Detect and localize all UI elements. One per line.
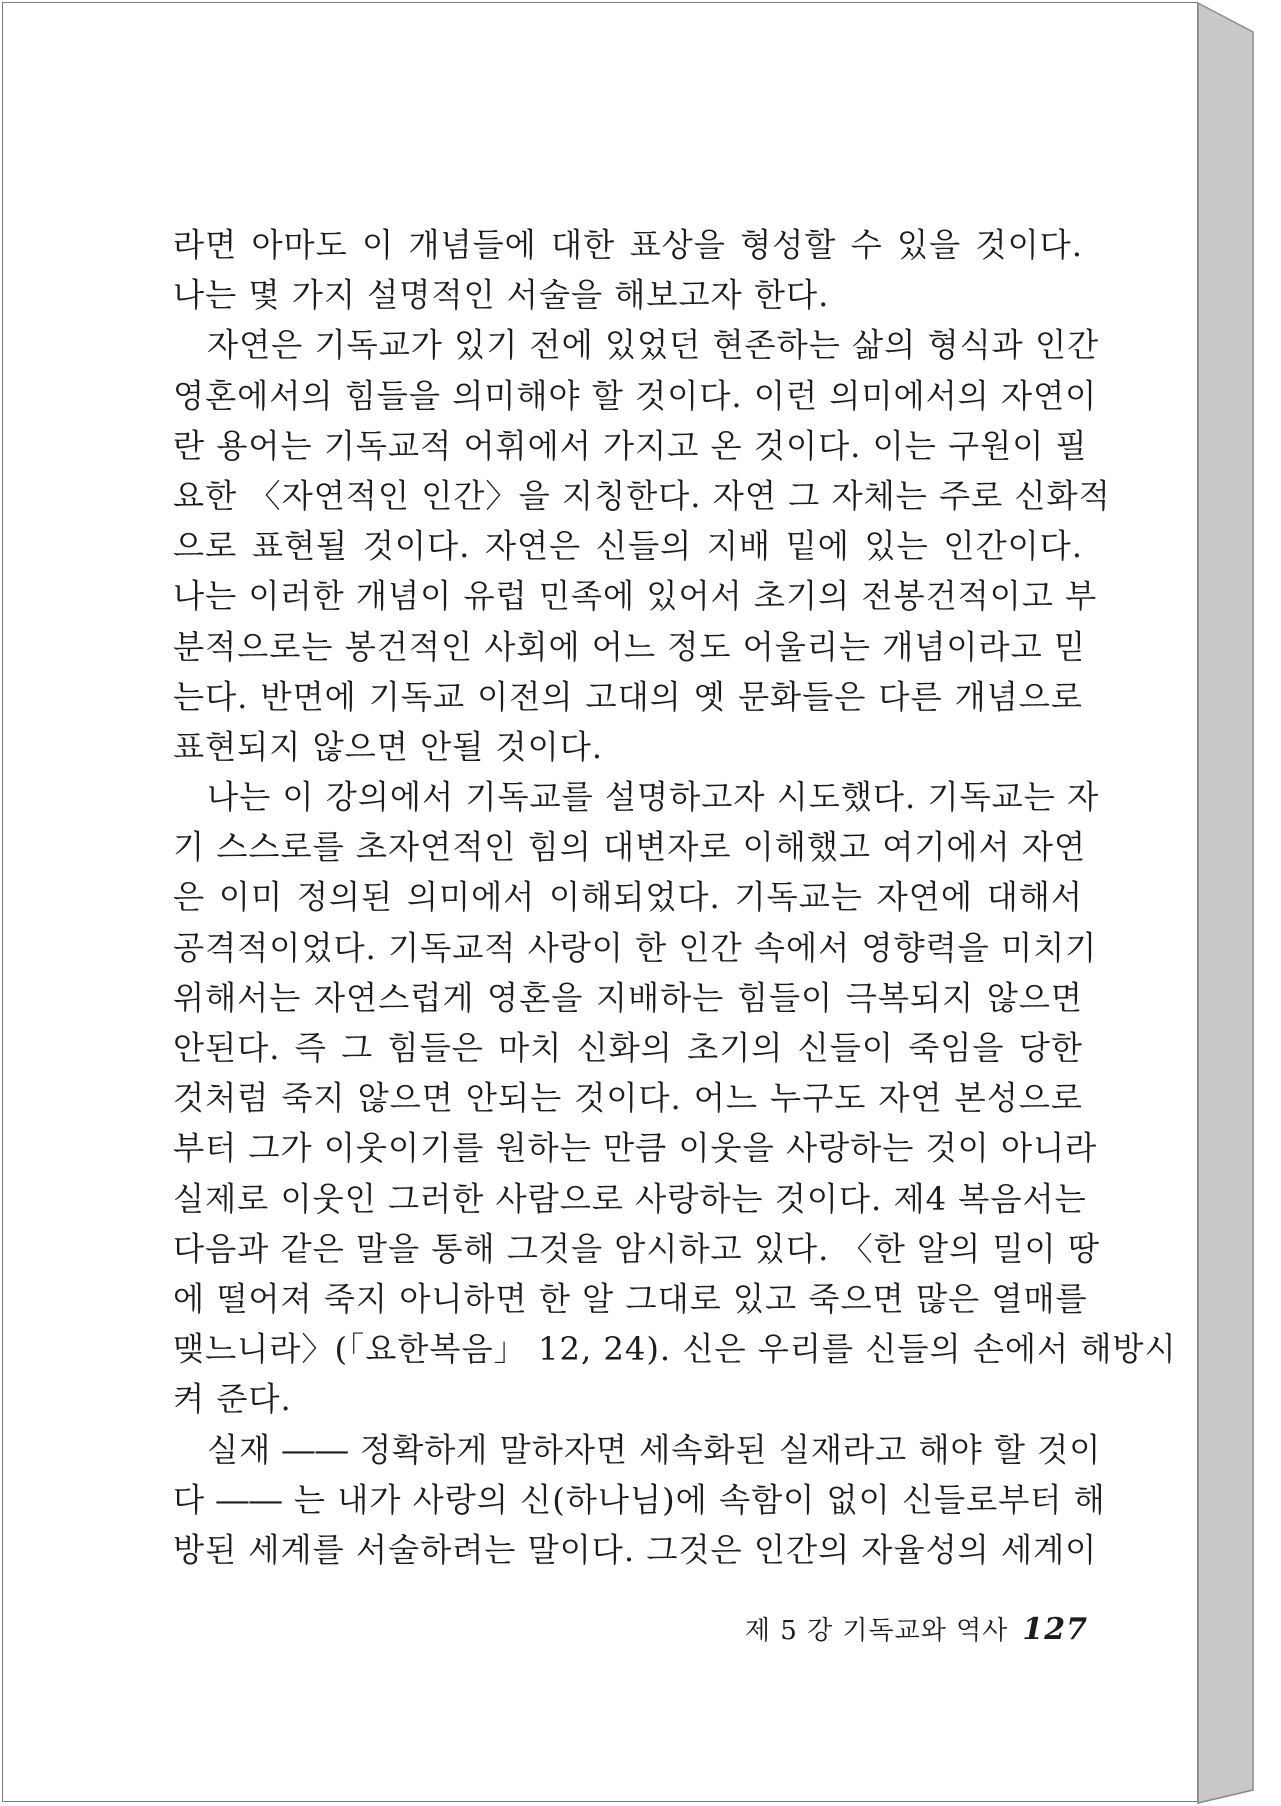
text-line: 위해서는 자연스럽게 영혼을 지배하는 힘들이 극복되지 않으면 (173, 978, 1083, 1017)
text-line: 다 ―― 는 내가 사랑의 신(하나님)에 속함이 없이 신들로부터 해 (173, 1480, 1106, 1519)
text-line: 나는 몇 가지 설명적인 서술을 해보고자 한다. (173, 276, 830, 315)
text-line: 는다. 반면에 기독교 이전의 고대의 옛 문화들은 다른 개념으로 (173, 677, 1083, 716)
text-line: 영혼에서의 힘들을 의미해야 할 것이다. 이런 의미에서의 자연이 (173, 376, 1098, 415)
body-text (173, 220, 1177, 1575)
running-head: 제 5 강 기독교와 역사 (744, 1616, 1009, 1646)
text-line: 맺느니라〉(「요한복음」 12, 24). 신은 우리를 신들의 손에서 해방시 (173, 1330, 1177, 1369)
text-line: 나는 이 강의에서 기독교를 설명하고자 시도했다. 기독교는 자 (207, 778, 1100, 817)
text-line: 분적으로는 봉건적인 사회에 어느 정도 어울리는 개념이라고 믿 (173, 627, 1087, 666)
text-line: 요한 〈자연적인 인간〉을 지칭한다. 자연 그 자체는 주로 신화적 (173, 476, 1111, 515)
text-line: 에 떨어져 죽지 아니하면 한 알 그대로 있고 죽으면 많은 열매를 (173, 1279, 1088, 1318)
text-line: 으로 표현될 것이다. 자연은 신들의 지배 밑에 있는 인간이다. (173, 527, 1083, 566)
text-line: 란 용어는 기독교적 어휘에서 가지고 온 것이다. 이는 구원이 필 (173, 426, 1088, 465)
text-line: 실재 ―― 정확하게 말하자면 세속화된 실재라고 해야 할 것이 (207, 1430, 1102, 1469)
text-line: 자연은 기독교가 있기 전에 있었던 현존하는 삶의 형식과 인간 (207, 326, 1100, 365)
text-line: 공격적이었다. 기독교적 사랑이 한 인간 속에서 영향력을 미치기 (173, 928, 1098, 967)
text-line: 다음과 같은 말을 통해 그것을 암시하고 있다. 〈한 알의 밀이 땅 (173, 1229, 1100, 1268)
text-line: 나는 이러한 개념이 유럽 민족에 있어서 초기의 전봉건적이고 부 (173, 577, 1098, 616)
page-number: 127 (1022, 1612, 1088, 1647)
text-line: 안된다. 즉 그 힘들은 마치 신화의 초기의 신들이 죽임을 당한 (173, 1029, 1083, 1067)
text-line: 은 이미 정의된 의미에서 이해되었다. 기독교는 자연에 대해서 (173, 878, 1083, 917)
text-line: 실제로 이웃인 그러한 사람으로 사랑하는 것이다. 제4 복음서는 (173, 1179, 1087, 1218)
page-footer (708, 1610, 1088, 1647)
text-line: 켜 준다. (173, 1380, 292, 1419)
text-line: 표현되지 않으면 안될 것이다. (173, 727, 604, 766)
text-line: 부터 그가 이웃이기를 원하는 만큼 이웃을 사랑하는 것이 아니라 (173, 1129, 1098, 1168)
text-line: 기 스스로를 초자연적인 힘의 대변자로 이해했고 여기에서 자연 (173, 828, 1087, 867)
text-line: 방된 세계를 서술하려는 말이다. 그것은 인간의 자율성의 세계이 (173, 1530, 1098, 1569)
text-line: 것처럼 죽지 않으면 안되는 것이다. 어느 누구도 자연 본성으로 (173, 1079, 1083, 1118)
text-line: 라면 아마도 이 개념들에 대한 표상을 형성할 수 있을 것이다. (173, 226, 1083, 264)
